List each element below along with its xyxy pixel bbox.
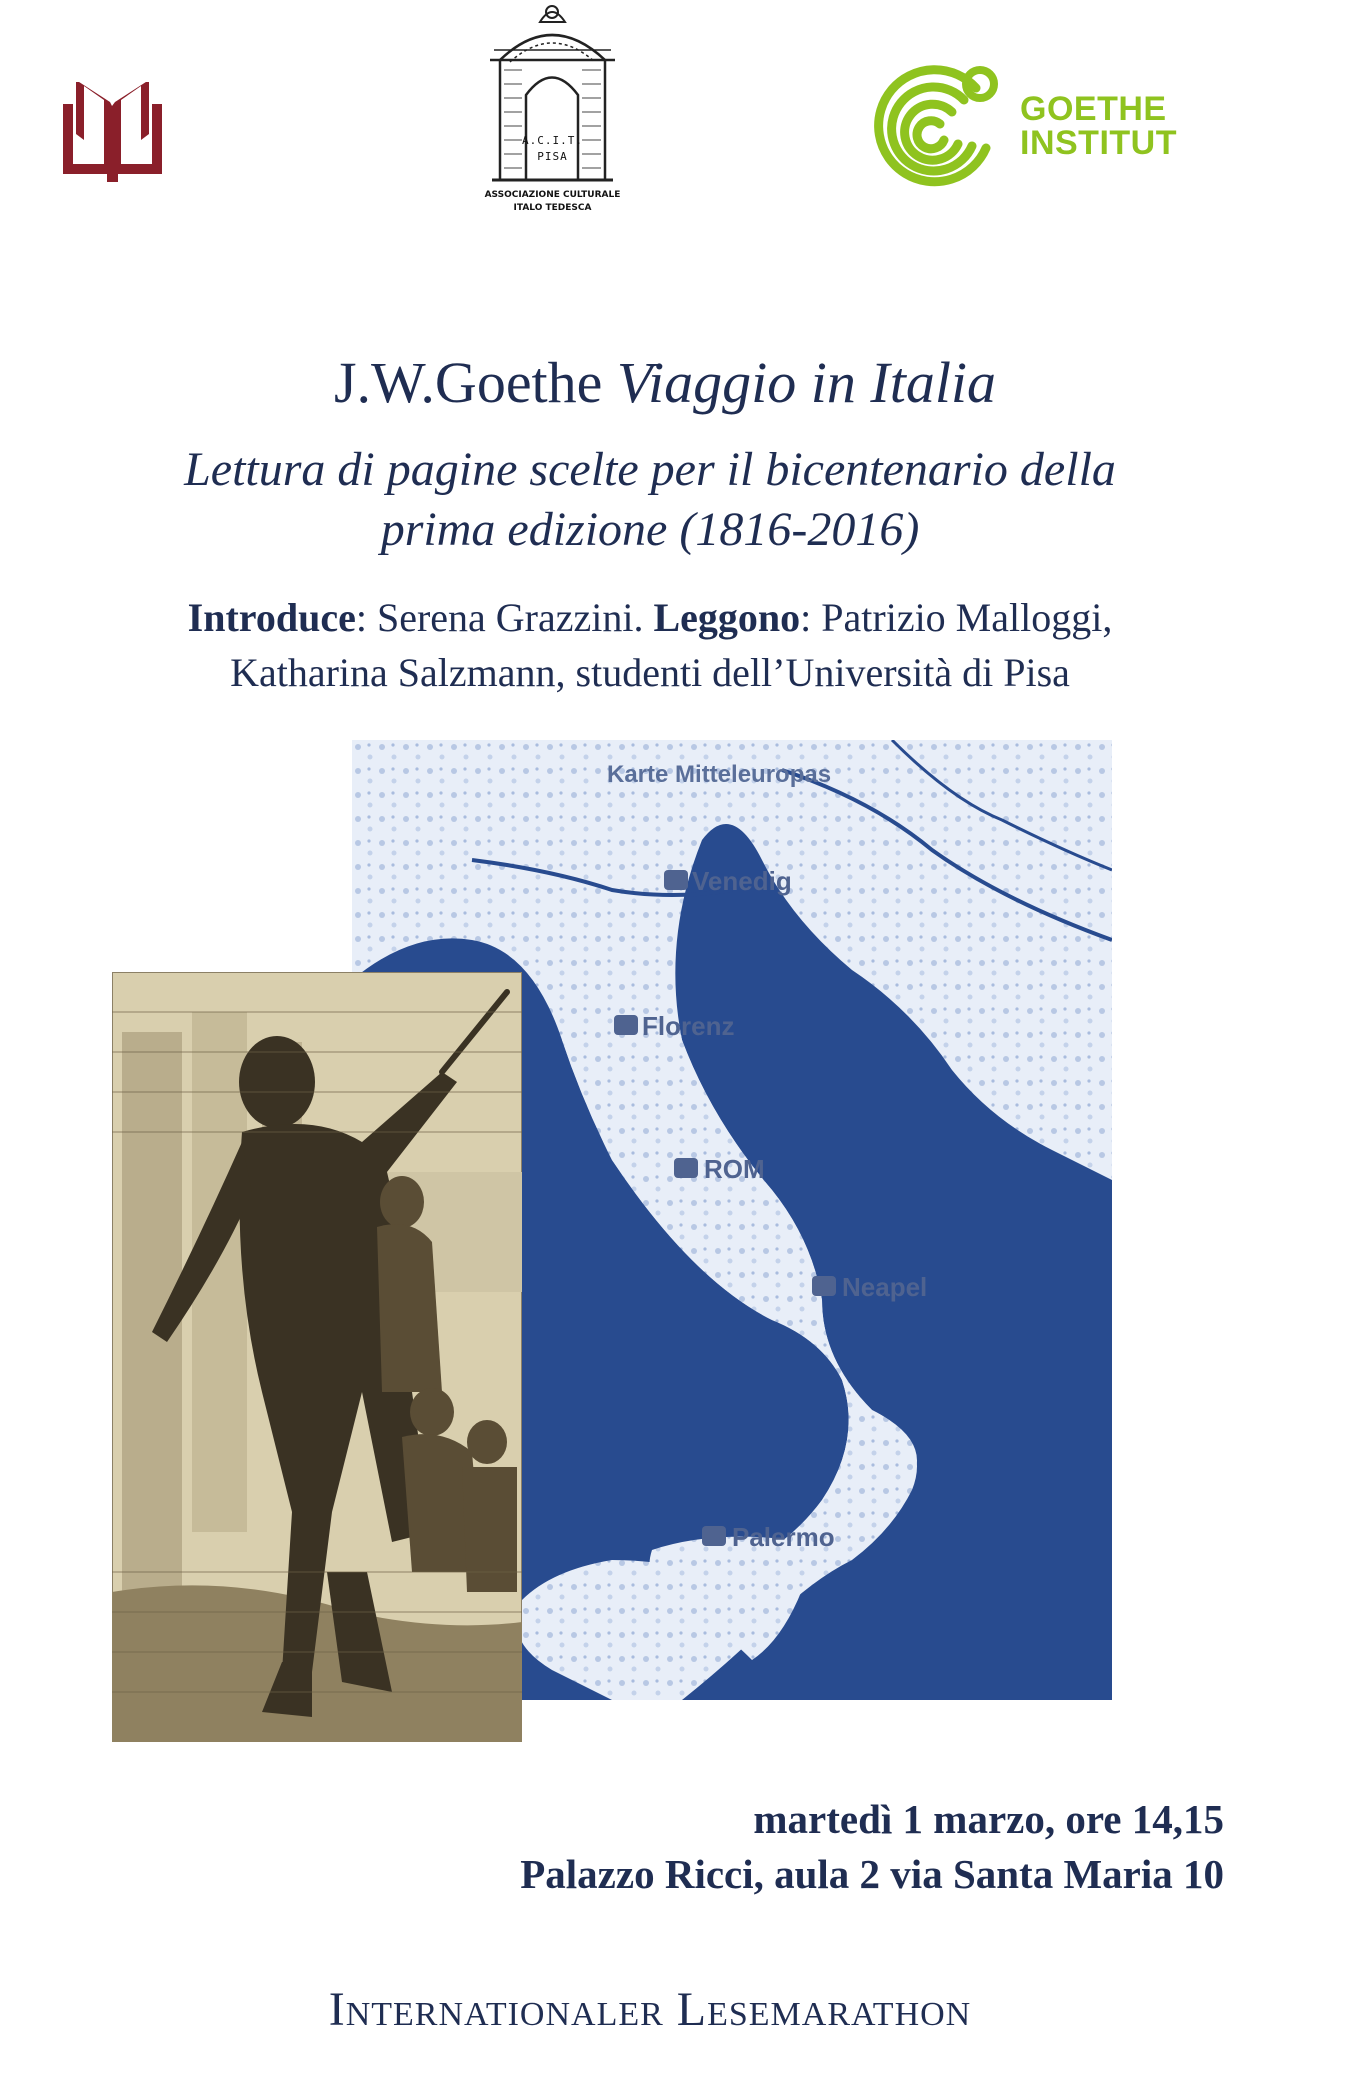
acit-arch-line2: PISA <box>537 150 568 163</box>
city-label-rom: ROM <box>704 1154 765 1184</box>
goethe-word: GOETHE <box>1020 90 1167 128</box>
readers-line2: Katharina Salzmann, studenti dell’Università di Pisa <box>230 650 1070 695</box>
subtitle <box>40 440 1260 560</box>
city-label-neapel: Neapel <box>842 1272 928 1302</box>
footer-title: Internationaler Lesemarathon <box>328 1983 972 2036</box>
intro-label: Introduce <box>187 595 356 640</box>
map-header: Karte Mitteleuropas <box>607 761 832 788</box>
acit-caption-line2: ITALO TEDESCA <box>513 203 592 213</box>
goethe-spiral-icon <box>868 58 1008 198</box>
city-label-florenz: Florenz <box>642 1011 735 1041</box>
title-author: J.W.Goethe <box>333 350 603 415</box>
event-place: Palazzo Ricci, aula 2 via Santa Maria 10 <box>520 1851 1224 1897</box>
city-label-palermo: Palermo <box>732 1522 835 1552</box>
subtitle-line2: prima edizione (1816-2016) <box>380 503 920 556</box>
subtitle-line1: Lettura di pagine scelte per il bicentenario della <box>184 443 1116 496</box>
event-date: martedì 1 marzo, ore 14,15 <box>753 1796 1224 1842</box>
acit-logo <box>470 0 635 225</box>
readers-label: Leggono <box>653 595 801 640</box>
page-title <box>0 350 1330 416</box>
open-book-icon <box>55 82 170 187</box>
city-label-venedig: Venedig <box>692 866 792 896</box>
title-work: Viaggio in Italia <box>616 350 997 415</box>
acit-caption-line1: ASSOCIAZIONE CULTURALE <box>484 190 621 200</box>
goethe-engraving <box>112 972 522 1742</box>
acit-arch-line1: A.C.I.T. <box>522 134 583 147</box>
intro-name: : Serena Grazzini. <box>355 595 654 640</box>
goethe-institut-logo <box>868 58 1177 198</box>
readers-line1: : Patrizio Malloggi, <box>800 595 1113 640</box>
institut-word: INSTITUT <box>1020 124 1177 162</box>
credits <box>30 590 1270 700</box>
